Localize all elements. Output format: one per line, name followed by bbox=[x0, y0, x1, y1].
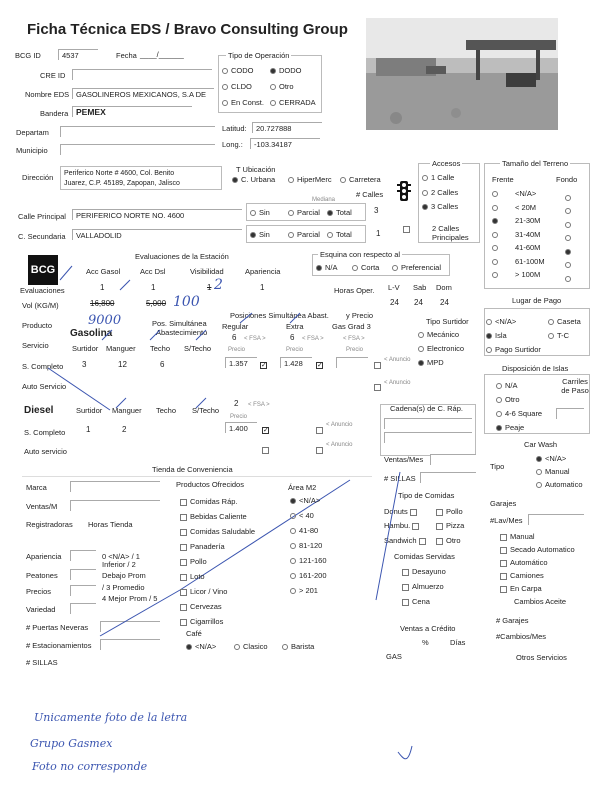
esquina-title: Esquina con respecto al bbox=[320, 250, 401, 259]
cafe-na[interactable]: <N/A> bbox=[186, 643, 216, 651]
handwritten-note-3: Foto no corresponde bbox=[32, 760, 148, 773]
ubicacion-title: T Ubicación bbox=[236, 165, 276, 174]
credito-title: Ventas a Crédito bbox=[400, 624, 456, 633]
cadena-title: Cadena(s) de C. Ráp. bbox=[390, 404, 463, 413]
credito-pct: % bbox=[422, 638, 429, 647]
reg-count[interactable]: 6 bbox=[232, 333, 237, 342]
carwash-auto[interactable]: Automatico bbox=[536, 481, 583, 489]
lat-label: Latitud: bbox=[222, 124, 247, 133]
surt-mpd[interactable]: MPD bbox=[418, 359, 444, 367]
area-option[interactable]: 121-160 bbox=[290, 557, 327, 565]
eval-handwritten-fix: 2 bbox=[214, 277, 223, 293]
producto-ofrecido[interactable]: Pollo bbox=[180, 558, 207, 566]
vol-label: Vol (KG/M) bbox=[22, 301, 59, 310]
diesel-stecho-col: S/Techo bbox=[192, 406, 220, 415]
pago-caseta[interactable]: Caseta bbox=[548, 318, 581, 326]
municipio-label: Municipio bbox=[16, 146, 48, 155]
ventas-label: Ventas/M bbox=[26, 502, 58, 511]
diesel-auto-anuncio-label: < Anuncio bbox=[326, 442, 353, 448]
terreno-row[interactable]: 21-30M bbox=[492, 217, 540, 225]
variedad-label: Variedad bbox=[26, 605, 56, 614]
terreno-row[interactable]: 31-40M bbox=[492, 231, 540, 239]
cre-id-label: CRE ID bbox=[40, 71, 66, 80]
ubic-hipermerc[interactable]: HiperMerc bbox=[288, 176, 332, 184]
frente-radio[interactable] bbox=[492, 232, 498, 238]
pago-tc[interactable]: T-C bbox=[548, 332, 569, 340]
acceso-2[interactable]: 2 Calles bbox=[422, 189, 458, 197]
auto-servicio-label: Auto Servicio bbox=[22, 382, 67, 391]
garajes-title: Garajes bbox=[490, 499, 517, 508]
ext-price[interactable]: 1.428 bbox=[280, 357, 312, 368]
diesel-techo-col: Techo bbox=[156, 406, 177, 415]
carwash-na[interactable]: <N/A> bbox=[536, 455, 566, 463]
terreno-row[interactable]: <N/A> bbox=[492, 190, 536, 198]
surt-mecanico[interactable]: Mecánico bbox=[418, 331, 459, 339]
esquina-corta[interactable]: Corta bbox=[352, 264, 379, 272]
carwash-title: Car Wash bbox=[524, 440, 558, 449]
frente-label: Frente bbox=[492, 175, 514, 184]
eval-val-1[interactable]: 1 bbox=[151, 283, 156, 292]
calle-principal-label: Calle Principal bbox=[18, 212, 66, 221]
isla-na[interactable]: N/A bbox=[496, 382, 518, 390]
fecha-label: Fecha bbox=[116, 51, 137, 60]
bcg-logo-text: BCG bbox=[30, 264, 56, 276]
carriles-label: Carriles de Paso bbox=[561, 377, 589, 395]
pago-surtidor[interactable]: Pago Surtidor bbox=[486, 346, 541, 354]
scale-2: / 3 Promedio bbox=[102, 583, 145, 592]
lav-mes-label: #Lav/Mes bbox=[490, 516, 523, 525]
comida-otro[interactable]: Otro bbox=[436, 537, 461, 545]
gas3-precio-label: Precio bbox=[346, 347, 364, 353]
cafe-label: Café bbox=[186, 629, 202, 638]
diesel-fsa: < FSA > bbox=[248, 402, 270, 408]
terreno-row[interactable]: 41-60M bbox=[492, 244, 540, 252]
fondo-label: Fondo bbox=[556, 175, 578, 184]
frente-radio[interactable] bbox=[492, 245, 498, 251]
terreno-row[interactable]: > 100M bbox=[492, 271, 540, 279]
disposicion-title: Disposición de Islas bbox=[502, 364, 569, 373]
cambios-mes-label: #Cambios/Mes bbox=[496, 632, 547, 641]
c-secundaria-field[interactable]: VALLADOLID bbox=[72, 229, 242, 240]
gas3-anuncio-label: < Anuncio bbox=[384, 357, 411, 363]
area-option[interactable]: < 40 bbox=[290, 512, 314, 520]
bandera-label: Bandera bbox=[40, 109, 69, 118]
eval-val-2[interactable]: 1 bbox=[207, 283, 212, 292]
precios-label: Precios bbox=[26, 587, 52, 596]
nombre-label: Nombre EDS bbox=[25, 90, 70, 99]
marca-label: Marca bbox=[26, 483, 47, 492]
servida-cena[interactable]: Cena bbox=[402, 598, 430, 606]
scale-0: 0 <N/A> / 1 Inferior / 2 bbox=[102, 552, 140, 569]
carwash-manual[interactable]: Manual bbox=[536, 468, 570, 476]
mediana-label: Mediana bbox=[312, 197, 336, 203]
fondo-radio[interactable] bbox=[565, 271, 574, 287]
bandera-field[interactable]: PEMEX bbox=[72, 106, 192, 117]
comidas-servidas-title: Comidas Servidas bbox=[394, 552, 455, 561]
extra-label: Extra bbox=[286, 322, 304, 331]
tienda-sillas-label: # SILLAS bbox=[26, 658, 58, 667]
nombre-field[interactable]: GASOLINEROS MEXICANOS, S.A DE bbox=[72, 88, 214, 99]
gas3-label: Gas Grad 3 bbox=[332, 322, 371, 331]
gas-techo-val[interactable]: 6 bbox=[160, 360, 165, 369]
ext-precio-label: Precio bbox=[286, 347, 304, 353]
pago-isla[interactable]: Isla bbox=[486, 332, 507, 340]
diesel-mang-val[interactable]: 2 bbox=[122, 425, 127, 434]
scale-1: Debajo Prom bbox=[102, 571, 146, 580]
eval-col-3: Apariencia bbox=[245, 267, 281, 276]
isla-square[interactable]: 4-6 Square bbox=[496, 410, 542, 418]
med1-sin[interactable]: Sin bbox=[250, 209, 270, 217]
gas-mang-val[interactable]: 12 bbox=[118, 360, 127, 369]
producto-ofrecido[interactable]: Licor / Vino bbox=[180, 588, 227, 596]
med2-parcial[interactable]: Parcial bbox=[288, 231, 320, 239]
horas-val-0[interactable]: 24 bbox=[390, 298, 399, 307]
lugar-pago-title: Lugar de Pago bbox=[512, 296, 562, 305]
frente-radio[interactable] bbox=[492, 205, 498, 211]
calle-principal-field[interactable]: PERIFERICO NORTE NO. 4600 bbox=[72, 209, 242, 220]
accesos-title: Accesos bbox=[432, 159, 461, 168]
peatones-label: Peatones bbox=[26, 571, 58, 580]
lon-label: Long.: bbox=[222, 140, 243, 149]
area-option[interactable]: 81-120 bbox=[290, 542, 322, 550]
s-completo-label: S. Completo bbox=[22, 362, 64, 371]
eval-col-2: Visibilidad bbox=[190, 267, 224, 276]
ext-count[interactable]: 6 bbox=[290, 333, 295, 342]
opt-cldo[interactable]: CLDO bbox=[222, 83, 252, 91]
producto-ofrecido[interactable]: Cigarrillos bbox=[180, 618, 223, 626]
frente-radio[interactable] bbox=[492, 218, 498, 224]
garaje-option[interactable]: Cambios Aceite bbox=[514, 597, 567, 606]
eval-val-0[interactable]: 1 bbox=[100, 283, 105, 292]
diesel-price[interactable]: 1.400 bbox=[225, 422, 257, 433]
opt-en-const[interactable]: En Const. bbox=[222, 99, 264, 107]
c-secundaria-label: C. Secundaria bbox=[18, 232, 66, 241]
esquina-na[interactable]: N/A bbox=[316, 264, 338, 272]
garaje-option[interactable]: En Carpa bbox=[500, 585, 542, 593]
ubic-urbana[interactable]: C. Urbana bbox=[232, 176, 275, 184]
abastecimiento-label: Abastecimiento bbox=[156, 328, 208, 337]
reg-precio-label: Precio bbox=[228, 347, 246, 353]
vol-handwritten-2: 9000 bbox=[88, 313, 122, 328]
diesel-s-completo-label: S. Completo bbox=[24, 428, 66, 437]
horas-tienda-label: Horas Tienda bbox=[88, 520, 133, 529]
diesel-anuncio-label: < Anuncio bbox=[326, 422, 353, 428]
pos-simult2-label: Posiciones Simultánea Abast. bbox=[230, 311, 329, 320]
pos-simult-label: Pos. Simultánea bbox=[152, 319, 207, 328]
ngarajes-label: # Garajes bbox=[496, 616, 529, 625]
vol-value[interactable]: 16,800 bbox=[90, 299, 115, 308]
terreno-title: Tamaño del Terreno bbox=[502, 159, 569, 168]
cafe-clasico[interactable]: Clasico bbox=[234, 643, 268, 651]
garaje-option[interactable]: Secado Automatico bbox=[500, 546, 575, 554]
horas-val-1[interactable]: 24 bbox=[414, 298, 423, 307]
eval-label: Evaluaciones bbox=[20, 286, 65, 295]
garaje-option[interactable]: Automático bbox=[500, 559, 548, 567]
gas3-fsa: < FSA > bbox=[343, 336, 365, 342]
handwritten-note-1: Unicamente foto de la letra bbox=[34, 711, 188, 724]
gas-surtidor-col: Surtidor bbox=[72, 344, 99, 353]
med2-sin[interactable]: Sin bbox=[250, 231, 270, 239]
scale-3: 4 Mejor Prom / 5 bbox=[102, 594, 158, 603]
servicio-label: Servicio bbox=[22, 341, 49, 350]
eval-val-3[interactable]: 1 bbox=[260, 283, 265, 292]
acceso-2-principales: 2 Calles Principales bbox=[432, 224, 469, 242]
producto-ofrecido[interactable]: Bebidas Caliente bbox=[180, 513, 247, 521]
area-option[interactable]: > 201 bbox=[290, 587, 318, 595]
gas-manguer-col: Manguer bbox=[106, 344, 136, 353]
calles-label: # Calles bbox=[356, 190, 384, 199]
isla-peaje[interactable]: Peaje bbox=[496, 424, 524, 432]
tipo-operacion-title: Tipo de Operación bbox=[228, 51, 290, 60]
calles-value: 3 bbox=[374, 206, 379, 215]
diesel-label: Diesel bbox=[24, 405, 54, 416]
vol-struck: 5,000 bbox=[146, 299, 167, 308]
puertas-label: # Puertas Neveras bbox=[26, 623, 89, 632]
productos-title: Productos Ofrecidos bbox=[176, 480, 244, 489]
pago-na[interactable]: <N/A> bbox=[486, 318, 516, 326]
frente-radio[interactable] bbox=[492, 272, 498, 278]
ventas-mes-label: Ventas/Mes bbox=[384, 455, 424, 464]
area-title: Área M2 bbox=[288, 483, 317, 492]
gas-surt-val[interactable]: 3 bbox=[82, 360, 87, 369]
horas-col-2: Dom bbox=[436, 283, 452, 292]
comida-hambu[interactable]: Hambu. bbox=[384, 522, 422, 530]
terreno-row[interactable]: 61-100M bbox=[492, 258, 545, 266]
tienda-title: Tienda de Conveniencia bbox=[152, 465, 233, 474]
fecha-value[interactable]: ____/______ bbox=[140, 50, 184, 59]
eval-title: Evaluaciones de la Estación bbox=[135, 252, 229, 261]
producto-ofrecido[interactable]: Comidas Ráp. bbox=[180, 498, 238, 506]
comida-sandwich[interactable]: Sandwich bbox=[384, 537, 429, 545]
diesel-manguer-col: Manguer bbox=[112, 406, 142, 415]
bcg-id-field[interactable]: 4537 bbox=[58, 49, 98, 60]
opt-codo[interactable]: CODO bbox=[222, 67, 254, 75]
med1-parcial[interactable]: Parcial bbox=[288, 209, 320, 217]
comida-pollo[interactable]: Pollo bbox=[436, 508, 463, 516]
reg-price[interactable]: 1.357 bbox=[225, 357, 257, 368]
tipo-surtidor-title: Tipo Surtidor bbox=[426, 317, 469, 326]
departam-label: Departam bbox=[16, 128, 49, 137]
area-option[interactable]: 161-200 bbox=[290, 572, 327, 580]
estac-label: # Estacionamientos bbox=[26, 641, 92, 650]
esquina-pref[interactable]: Preferencial bbox=[392, 264, 441, 272]
reg-fsa: < FSA > bbox=[244, 336, 266, 342]
gas-stecho-col: S/Techo bbox=[184, 344, 212, 353]
direccion-label: Dirección bbox=[22, 173, 54, 182]
otros-servicios-label: Otros Servicios bbox=[516, 653, 567, 662]
acceso-3[interactable]: 3 Calles bbox=[422, 203, 458, 211]
ubic-carretera[interactable]: Carretera bbox=[340, 176, 381, 184]
horas-col-1: Sab bbox=[413, 283, 427, 292]
med2-total[interactable]: Total bbox=[327, 231, 352, 239]
cafe-barista[interactable]: Barista bbox=[282, 643, 314, 651]
med2-count: 1 bbox=[376, 229, 381, 238]
regular-label: Regular bbox=[222, 322, 249, 331]
med1-total[interactable]: Total bbox=[327, 209, 352, 217]
horas-col-0: L-V bbox=[388, 283, 400, 292]
credito-dias: Días bbox=[450, 638, 466, 647]
credito-gas: GAS bbox=[386, 652, 402, 661]
y-precio-label: y Precio bbox=[346, 311, 374, 320]
horas-label: Horas Oper. bbox=[334, 286, 375, 295]
diesel-surt-val[interactable]: 1 bbox=[86, 425, 91, 434]
apariencia-label: Apariencia bbox=[26, 552, 62, 561]
terreno-row[interactable]: < 20M bbox=[492, 204, 536, 212]
garaje-option[interactable]: Camiones bbox=[500, 572, 544, 580]
frente-radio[interactable] bbox=[492, 191, 498, 197]
producto-ofrecido[interactable]: Panadería bbox=[180, 543, 225, 551]
diesel-surtidor-col: Surtidor bbox=[76, 406, 103, 415]
handwritten-note-2: Grupo Gasmex bbox=[30, 737, 113, 750]
opt-otro[interactable]: Otro bbox=[270, 83, 294, 91]
opt-dodo[interactable]: DODO bbox=[270, 67, 302, 75]
gasolina-label: Gasolina bbox=[70, 328, 113, 339]
acceso-1[interactable]: 1 Calle bbox=[422, 174, 454, 182]
gas-techo-col: Techo bbox=[150, 344, 171, 353]
surt-electronico[interactable]: Electronico bbox=[418, 345, 464, 353]
direccion-line1: Periferico Norte # 4600, Col. Benito bbox=[64, 170, 175, 177]
servida-desayuno[interactable]: Desayuno bbox=[402, 568, 446, 576]
area-option[interactable]: <N/A> bbox=[290, 497, 320, 505]
producto-label: Producto bbox=[22, 321, 53, 330]
diesel-precio-label: Precio bbox=[230, 414, 248, 420]
carwash-tipo: Tipo bbox=[490, 462, 505, 471]
eval-col-0: Acc Gasol bbox=[86, 267, 121, 276]
bcg-id-label: BCG ID bbox=[15, 51, 41, 60]
horas-val-2[interactable]: 24 bbox=[440, 298, 449, 307]
garaje-option[interactable]: Manual bbox=[500, 533, 535, 541]
page-title: Ficha Técnica EDS / Bravo Consulting Group bbox=[27, 21, 348, 38]
diesel-reg[interactable]: 2 bbox=[234, 399, 239, 408]
diesel-auto-label: Auto servicio bbox=[24, 447, 67, 456]
opt-cerrada[interactable]: CERRADA bbox=[270, 99, 316, 107]
ext-fsa: < FSA > bbox=[302, 336, 324, 342]
frente-radio[interactable] bbox=[492, 259, 498, 265]
producto-ofrecido[interactable]: Comidas Saludable bbox=[180, 528, 255, 536]
registradoras-label: Registradoras bbox=[26, 520, 73, 529]
sillas-label: # SILLAS bbox=[384, 474, 416, 483]
auto-anuncio-label: < Anuncio bbox=[384, 380, 411, 386]
producto-ofrecido[interactable]: Cervezas bbox=[180, 603, 222, 611]
comida-donuts[interactable]: Donuts bbox=[384, 508, 420, 516]
comida-pizza[interactable]: Pizza bbox=[436, 522, 464, 530]
tipo-comidas-title: Tipo de Comidas bbox=[398, 491, 455, 500]
lat-field[interactable]: 20.727888 bbox=[252, 122, 322, 133]
direccion-line2: Juarez, C.P. 45189, Zapopan, Jalisco bbox=[64, 180, 180, 187]
lon-field[interactable]: -103.34187 bbox=[250, 138, 320, 149]
isla-otro[interactable]: Otro bbox=[496, 396, 520, 404]
eval-col-1: Acc Dsl bbox=[140, 267, 166, 276]
vol-handwritten-1: 100 bbox=[173, 294, 200, 310]
producto-ofrecido[interactable]: Loto bbox=[180, 573, 205, 581]
area-option[interactable]: 41-80 bbox=[290, 527, 318, 535]
servida-almuerzo[interactable]: Almuerzo bbox=[402, 583, 444, 591]
